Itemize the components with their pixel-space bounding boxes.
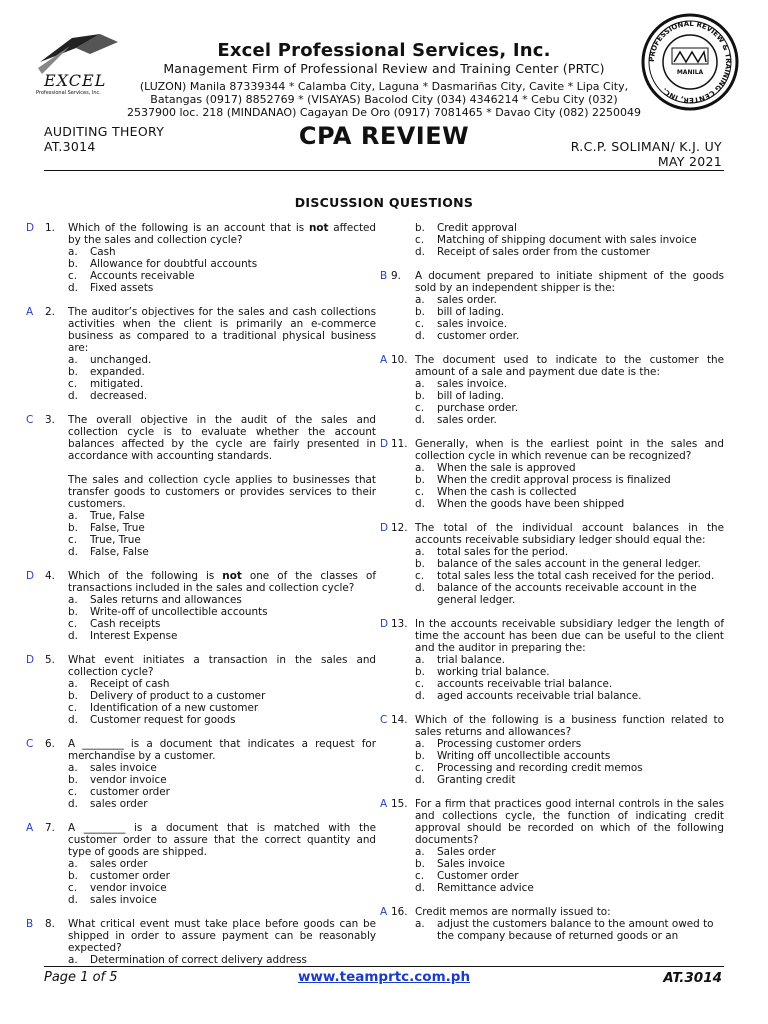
option-text: When the credit approval process is finalized [437,474,671,486]
question-stem [415,618,724,654]
stem-text: Which of the following is a business function related to sales returns and allowances? [415,714,724,738]
authors: R.C.P. SOLIMAN/ K.J. UY [570,139,722,154]
svg-text:EXCEL: EXCEL [44,71,107,90]
option-text: Allowance for doubtful accounts [90,258,258,270]
answer-option [415,582,724,606]
question [380,354,724,426]
answer-mark: C [26,738,34,750]
option-letter: d. [415,774,425,786]
option-letter: d. [68,798,78,810]
option-letter: b. [68,774,78,786]
answer-option [68,282,376,294]
question-number: 9. [391,270,401,282]
website-link[interactable]: www.teamprtc.com.ph [297,969,471,985]
stem-emphasis: not [309,222,329,234]
question [380,522,724,606]
option-text: Sales order [437,846,496,858]
stem-text: Credit memos are normally issued to: [415,906,611,918]
option-text: bill of lading. [437,306,505,318]
header-divider [44,170,724,171]
question-paragraph: The sales and collection cycle applies to businesses that transfer goods to customers or provides services to their customers. [68,474,376,510]
option-letter: a. [68,594,78,606]
answer-option [415,246,724,258]
option-letter: d. [415,414,425,426]
option-letter: a. [415,462,425,474]
company-tagline: Management Firm of Professional Review and Training Center (PRTC) [163,61,605,76]
option-text: Determination of correct delivery address [90,954,307,966]
answer-option [68,546,376,558]
answer-option [415,306,724,318]
stem-text: The total of the individual account balances in the accounts receivable subsidiary ledger should equal the: [415,522,724,546]
answer-mark: D [26,222,35,234]
option-letter: a. [68,762,78,774]
option-letter: c. [415,234,425,246]
option-text: Remittance advice [437,882,534,894]
left-column [28,222,376,966]
question [380,618,724,702]
option-letter: c. [415,870,425,882]
option-text: Receipt of cash [90,678,170,690]
question-number: 13. [391,618,408,630]
option-text: sales invoice. [437,318,508,330]
answer-mark: A [380,798,388,810]
answer-mark: D [26,570,35,582]
option-text: Delivery of product to a customer [90,690,266,702]
address-line-2: Batangas (0917) 8852769 * (VISAYAS) Bacolod City (034) 4346214 * Cebu City (032) [150,93,618,106]
answer-option [68,258,376,270]
option-letter: a. [68,678,78,690]
option-text: True, True [90,534,141,546]
question-number: 1. [45,222,55,234]
answer-option [68,894,376,906]
answer-option [415,762,724,774]
option-letter: d. [415,330,425,342]
answer-option [415,402,724,414]
question-number: 10. [391,354,408,366]
option-text: Granting credit [437,774,516,786]
option-text: False, True [90,522,145,534]
option-letter: d. [68,390,78,402]
answer-option [68,630,376,642]
option-letter: a. [68,510,78,522]
option-letter: a. [415,918,425,930]
option-text: Credit approval [437,222,517,234]
option-text: Interest Expense [90,630,178,642]
stem-text: A document prepared to initiate shipment of the goods sold by an independent shipper is the: [415,270,724,294]
option-text: balance of the accounts receivable account in the general ledger. [437,582,697,606]
company-name: Excel Professional Services, Inc. [217,40,551,61]
answer-option [68,702,376,714]
address-line-3: 2537900 loc. 218 (MINDANAO) Cagayan De Oro (0917) 7081465 * Davao City (082) 2250049 [127,106,641,119]
option-text: total sales for the period. [437,546,569,558]
option-letter: a. [415,546,425,558]
option-letter: c. [68,378,78,390]
answer-option [415,318,724,330]
question-stem [68,414,376,462]
option-text: Identification of a new customer [90,702,259,714]
option-text: True, False [90,510,145,522]
answer-option [68,882,376,894]
stem-text: Which of the following is [68,570,223,582]
option-text: customer order [90,870,170,882]
option-text: unchanged. [90,354,152,366]
question-stem [415,270,724,294]
option-text: Cash receipts [90,618,161,630]
page-number: Page 1 of 5 [44,970,118,985]
option-text: When the sale is approved [437,462,576,474]
answer-mark: C [26,414,34,426]
question [28,570,376,642]
stem-text: For a firm that practices good internal controls in the sales and collections cycle, the function of indicating credit approval should be recorded on which of the following documents? [415,798,724,846]
answer-option [68,246,376,258]
option-letter: a. [68,858,78,870]
question-number: 6. [45,738,55,750]
answer-option [68,954,376,966]
answer-option [415,558,724,570]
question [28,414,376,558]
author-block [571,139,722,169]
answer-option [68,714,376,726]
option-text: adjust the customers balance to the amount owed to the company because of returned goods or an [437,918,714,942]
option-letter: b. [68,258,78,270]
question-stem [68,918,376,954]
question-number: 7. [45,822,55,834]
option-text: total sales less the total cash received for the period. [437,570,715,582]
answer-option [68,606,376,618]
answer-option [415,666,724,678]
question [28,738,376,810]
answer-option [68,618,376,630]
option-letter: c. [415,318,425,330]
option-text: Customer order [437,870,519,882]
option-text: Processing customer orders [437,738,582,750]
option-letter: c. [68,618,78,630]
option-text: Write-off of uncollectible accounts [90,606,268,618]
option-letter: d. [415,690,425,702]
option-text: Cash [90,246,116,258]
option-letter: b. [415,390,425,402]
question-number: 5. [45,654,55,666]
question-stem [415,354,724,378]
question-number: 2. [45,306,55,318]
question-number: 15. [391,798,408,810]
question [380,270,724,342]
answer-option [415,858,724,870]
question-stem [68,306,376,354]
footer-link-wrap [0,969,768,985]
question-number: 8. [45,918,55,930]
option-text: balance of the sales account in the general ledger. [437,558,701,570]
question [28,222,376,294]
answer-option [415,738,724,750]
question-continued [380,222,724,258]
option-text: sales order. [437,294,497,306]
option-letter: b. [415,222,425,234]
answer-mark: A [26,822,34,834]
answer-mark: D [380,522,389,534]
answer-option [415,546,724,558]
answer-option [68,762,376,774]
option-text: Matching of shipping document with sales invoice [437,234,697,246]
option-letter: d. [415,582,425,594]
answer-mark: C [380,714,388,726]
option-text: working trial balance. [437,666,550,678]
answer-mark: A [380,354,388,366]
option-letter: b. [415,750,425,762]
question-number: 4. [45,570,55,582]
answer-option [68,858,376,870]
option-letter: c. [68,534,78,546]
stem-text: Generally, when is the earliest point in the sales and collection cycle in which revenue can be recognized? [415,438,724,462]
option-letter: c. [415,486,425,498]
answer-option [415,462,724,474]
answer-option [415,294,724,306]
option-text: When the cash is collected [437,486,577,498]
answer-option [415,654,724,666]
option-text: Sales invoice [437,858,505,870]
option-text: Accounts receivable [90,270,195,282]
question-number: 3. [45,414,55,426]
svg-text:Professional Services, Inc.: Professional Services, Inc. [36,90,101,96]
option-text: sales order [90,798,148,810]
question [380,714,724,786]
answer-option [415,414,724,426]
option-letter: d. [415,882,425,894]
answer-option [68,522,376,534]
question [380,798,724,894]
page-title: CPA REVIEW [298,122,470,150]
option-letter: b. [68,690,78,702]
option-text: sales invoice. [437,378,508,390]
question-number: 11. [391,438,408,450]
answer-option [68,270,376,282]
answer-option [415,870,724,882]
answer-option [415,846,724,858]
answer-option [68,678,376,690]
answer-option [68,366,376,378]
answer-option [68,786,376,798]
stem-emphasis: not [222,570,242,582]
svg-text:MANILA: MANILA [676,69,704,76]
option-letter: b. [415,474,425,486]
answer-option [415,498,724,510]
option-text: Writing off uncollectible accounts [437,750,611,762]
answer-option [68,534,376,546]
question [380,906,724,942]
answer-option [68,870,376,882]
option-letter: a. [415,738,425,750]
answer-option [415,390,724,402]
stem-text: The overall objective in the audit of the sales and collection cycle is to evaluate whether the account balances affected by the cycle are fairly presented in accordance with accounting standards. [68,414,376,462]
option-letter: a. [68,354,78,366]
section-title: DISCUSSION QUESTIONS [294,195,474,210]
stem-text: What critical event must take place before goods can be shipped in order to assure payment can be reasonably expected? [68,918,376,954]
option-letter: c. [68,702,78,714]
option-text: accounts receivable trial balance. [437,678,613,690]
answer-option [68,354,376,366]
answer-option [415,918,724,942]
stem-text: In the accounts receivable subsidiary ledger the length of time the account has been due can be useful to the client and the auditor in preparing the: [415,618,724,654]
option-letter: d. [68,714,78,726]
option-letter: b. [68,366,78,378]
question-stem [415,438,724,462]
option-letter: a. [415,378,425,390]
stem-text: A ________ is a document that is matched with the customer order to assure that the correct quantity and type of goods are shipped. [68,822,376,858]
svg-text:PROFESSIONAL REVIEW & TRAINING: PROFESSIONAL REVIEW & TRAINING CENTER, INC. [647,19,733,105]
answer-option [415,882,724,894]
option-text: vendor invoice [90,882,167,894]
question-stem [68,822,376,858]
stem-text-tail: affected by the sales and collection cycle? [68,222,377,246]
question-number: 12. [391,522,408,534]
question-number: 14. [391,714,408,726]
option-letter: b. [68,606,78,618]
answer-option [415,222,724,234]
question-stem [415,798,724,846]
question-stem [415,522,724,546]
option-letter: d. [415,246,425,258]
option-letter: a. [415,294,425,306]
question-stem [68,738,376,762]
option-text: False, False [90,546,149,558]
option-text: decreased. [90,390,148,402]
option-letter: c. [68,786,78,798]
answer-option [415,330,724,342]
question-stem [415,906,724,918]
option-letter: c. [415,678,425,690]
option-letter: a. [68,246,78,258]
option-letter: a. [68,954,78,966]
option-text: aged accounts receivable trial balance. [437,690,642,702]
answer-mark: B [26,918,34,930]
answer-option [68,690,376,702]
option-letter: d. [68,282,78,294]
question [28,822,376,906]
option-letter: b. [415,666,425,678]
question [28,918,376,966]
option-letter: b. [68,522,78,534]
option-text: purchase order. [437,402,519,414]
question-stem [68,222,376,246]
answer-mark: A [380,906,388,918]
option-letter: a. [415,846,425,858]
option-letter: c. [68,270,78,282]
answer-option [415,750,724,762]
stem-text: The document used to indicate to the customer the amount of a sale and payment due date is the: [415,354,724,378]
answer-mark: D [26,654,35,666]
answer-option [68,378,376,390]
option-text: mitigated. [90,378,144,390]
question-stem [415,714,724,738]
option-text: vendor invoice [90,774,167,786]
option-text: Processing and recording credit memos [437,762,643,774]
question [28,306,376,402]
option-letter: d. [415,498,425,510]
option-letter: d. [68,630,78,642]
question [28,654,376,726]
answer-option [415,378,724,390]
answer-option [415,690,724,702]
question [380,438,724,510]
question-number: 16. [391,906,408,918]
right-column [380,222,724,942]
date: MAY 2021 [657,154,722,169]
option-text: sales invoice [90,894,157,906]
stem-text: The auditor’s objectives for the sales and cash collections activities when the client is primarily an e-commerce business as compared to a traditional physical business are: [68,306,376,354]
option-letter: b. [68,870,78,882]
option-text: sales invoice [90,762,157,774]
option-text: bill of lading. [437,390,505,402]
answer-option [68,390,376,402]
option-letter: c. [415,402,425,414]
option-letter: a. [415,654,425,666]
answer-option [415,474,724,486]
option-letter: b. [415,558,425,570]
option-letter: c. [415,570,425,582]
option-text: customer order [90,786,170,798]
answer-option [415,570,724,582]
answer-mark: A [26,306,34,318]
stem-text: What event initiates a transaction in the sales and collection cycle? [68,654,376,678]
question-stem [68,570,376,594]
stem-text-tail: one of the classes of transactions included in the sales and collection cycle? [68,570,376,594]
answer-mark: D [380,438,389,450]
answer-option [68,594,376,606]
option-text: Receipt of sales order from the customer [437,246,650,258]
answer-option [415,486,724,498]
answer-option [68,774,376,786]
option-text: When the goods have been shipped [437,498,625,510]
answer-option [415,234,724,246]
stem-text: Which of the following is an account that is [68,222,309,234]
option-text: Sales returns and allowances [90,594,242,606]
answer-option [68,798,376,810]
option-text: customer order. [437,330,520,342]
footer-code: AT.3014 [663,970,722,986]
address-line-1: (LUZON) Manila 87339344 * Calamba City, Laguna * Dasmariñas City, Cavite * Lipa City, [139,80,629,93]
option-letter: c. [68,882,78,894]
option-text: sales order. [437,414,497,426]
answer-mark: B [380,270,388,282]
option-text: Fixed assets [90,282,154,294]
option-letter: c. [415,762,425,774]
subject: AUDITING THEORY [44,124,165,139]
option-letter: b. [415,858,425,870]
option-text: trial balance. [437,654,506,666]
option-letter: d. [68,894,78,906]
course-code: AT.3014 [44,139,96,154]
stem-text: A ________ is a document that indicates a request for merchandise by a customer. [68,738,376,762]
answer-mark: D [380,618,389,630]
answer-option [415,678,724,690]
answer-option [415,774,724,786]
option-text: sales order [90,858,148,870]
option-letter: b. [415,306,425,318]
option-letter: d. [68,546,78,558]
answer-option [68,510,376,522]
footer-divider [44,966,724,967]
option-text: expanded. [90,366,145,378]
question-stem [68,654,376,678]
option-text: Customer request for goods [90,714,236,726]
